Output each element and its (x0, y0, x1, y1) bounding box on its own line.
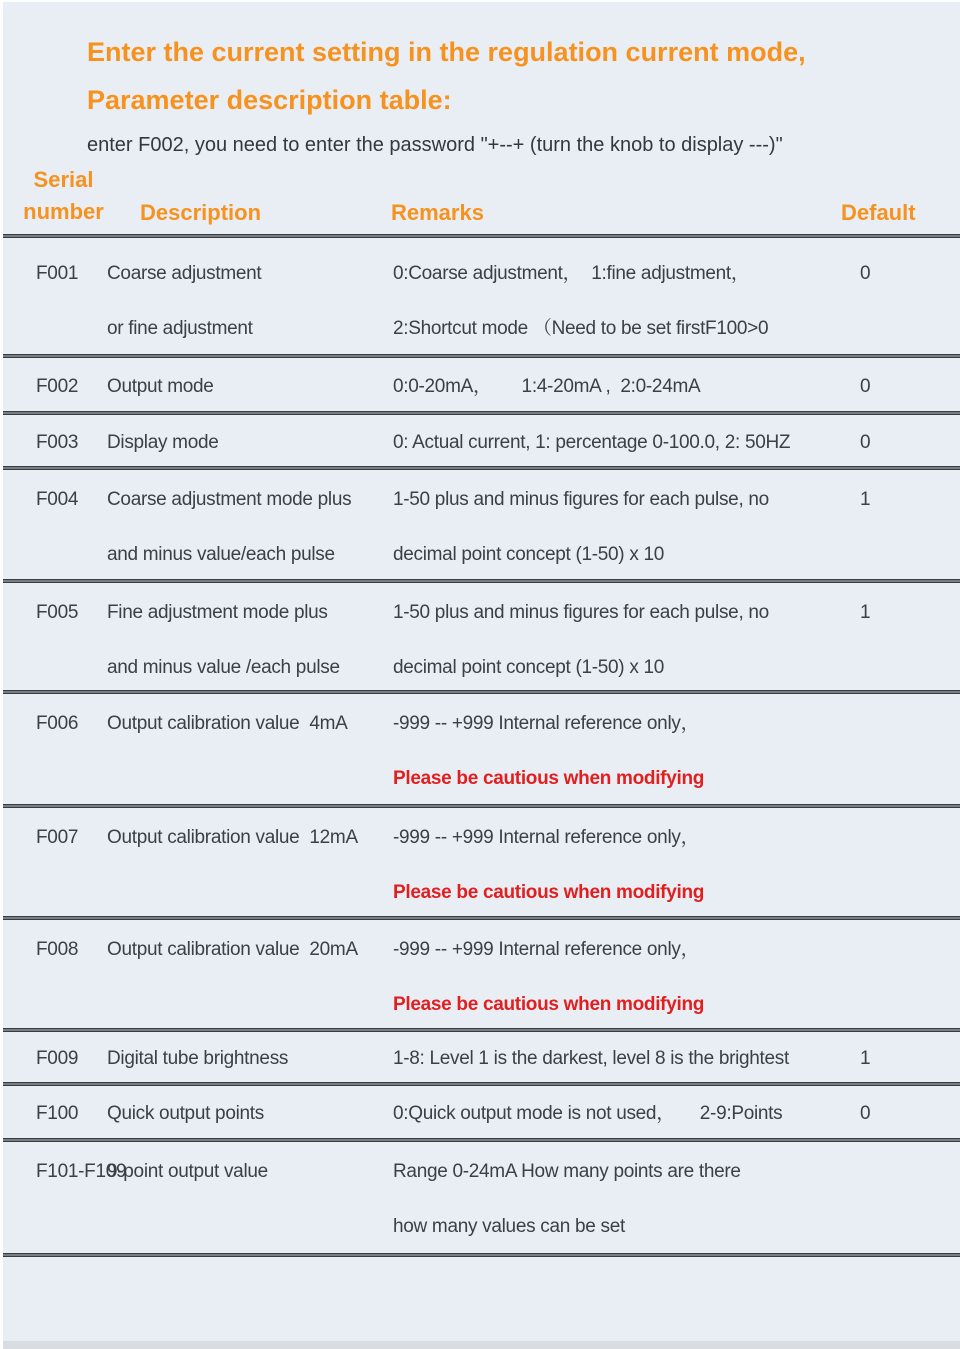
cell-default (838, 238, 960, 358)
cell-serial (3, 1034, 107, 1084)
serial-value: F101-F109 (36, 1161, 127, 1182)
default-value: 0 (860, 263, 871, 284)
description-line: and minus value/each pulse (107, 544, 335, 565)
serial-value: F009 (36, 1048, 79, 1069)
cell-default (838, 1089, 960, 1139)
cell-default (838, 362, 960, 412)
serial-value: F002 (36, 375, 79, 397)
remarks-line: 0: Actual current, 1: percentage 0-100.0, 2: 50HZ (393, 431, 791, 453)
cell-default (838, 583, 960, 694)
cell-description (107, 920, 393, 1032)
cell-serial (3, 583, 107, 694)
cell-remarks (393, 1142, 838, 1257)
cell-default (838, 1142, 960, 1257)
remarks-line: how many values can be set (393, 1216, 625, 1237)
remarks-line: Range 0-24mA How many points are there (393, 1161, 741, 1182)
column-header-serial-number (11, 164, 116, 228)
cell-default (838, 470, 960, 583)
table-row-f101-f109 (3, 1142, 960, 1257)
cell-remarks (393, 470, 838, 583)
cell-description (107, 808, 393, 920)
serial-value: F007 (36, 827, 79, 848)
remarks-line: decimal point concept (1-50) x 10 (393, 544, 665, 565)
default-value: 0 (860, 1103, 871, 1124)
table-row-f100 (3, 1086, 960, 1142)
serial-value: F004 (36, 489, 79, 510)
column-header-serial-line2: number (23, 199, 104, 224)
serial-value: F008 (36, 939, 79, 960)
cell-default (838, 808, 960, 920)
cell-remarks (393, 1089, 838, 1139)
column-header-default: Default (841, 200, 916, 225)
table-row-f004 (3, 470, 960, 583)
warning-text: Please be cautious when modifying (393, 882, 705, 903)
column-header-description: Description (140, 200, 262, 225)
cell-description (107, 470, 393, 583)
cell-remarks (393, 694, 838, 808)
cell-description (107, 1034, 393, 1084)
serial-value: F006 (36, 713, 79, 734)
cell-description (107, 238, 393, 358)
description-line: Coarse adjustment (107, 263, 262, 284)
cell-serial (3, 808, 107, 920)
remarks-line: -999 -- +999 Internal reference only， (393, 939, 700, 960)
page-title-line1: Enter the current setting in the regulation current mode, (87, 37, 806, 67)
remarks-line: -999 -- +999 Internal reference only， (393, 827, 700, 848)
description-line: and minus value /each pulse (107, 657, 340, 678)
serial-value: F001 (36, 263, 79, 284)
cell-serial (3, 694, 107, 808)
default-value: 1 (860, 489, 871, 510)
default-value: 1 (860, 602, 871, 623)
cell-remarks (393, 920, 838, 1032)
remarks-line: 2:Shortcut mode （Need to be set firstF100>0 (393, 318, 769, 339)
description-line: Digital tube brightness (107, 1048, 289, 1069)
page-title-line2: Parameter description table: (87, 85, 452, 115)
cell-remarks (393, 418, 838, 468)
description-line: Output calibration value 4mA (107, 713, 348, 734)
table-row-f005 (3, 583, 960, 694)
table-row-f009 (3, 1032, 960, 1086)
remarks-line: 0:0-20mA， 1:4-20mA , 2:0-24mA (393, 375, 701, 397)
description-line: Output mode (107, 375, 214, 397)
cell-serial (3, 362, 107, 412)
cell-remarks (393, 583, 838, 694)
default-value: 0 (860, 375, 871, 397)
description-line: 9-point output value (107, 1161, 268, 1182)
cell-description (107, 418, 393, 468)
remarks-line: 0:Quick output mode is not used， 2-9:Points (393, 1103, 783, 1124)
table-row-f006 (3, 694, 960, 808)
remarks-line: 1-50 plus and minus figures for each pulse, no (393, 602, 769, 623)
cell-serial (3, 1089, 107, 1139)
cell-remarks (393, 808, 838, 920)
warning-text: Please be cautious when modifying (393, 994, 705, 1015)
table-row-f001 (3, 238, 960, 358)
description-line: or fine adjustment (107, 318, 253, 339)
column-header-serial-line1: Serial (33, 167, 94, 192)
remarks-line: -999 -- +999 Internal reference only， (393, 713, 700, 734)
cell-remarks (393, 1034, 838, 1084)
page-title (87, 28, 960, 124)
table-header-row (3, 160, 960, 238)
cell-default (838, 1034, 960, 1084)
remarks-line: 1-8: Level 1 is the darkest, level 8 is the brightest (393, 1048, 789, 1069)
cell-description (107, 1142, 393, 1257)
description-line: Quick output points (107, 1103, 264, 1124)
remarks-line: 0:Coarse adjustment， 1:fine adjustment， (393, 263, 750, 284)
cell-description (107, 362, 393, 412)
table-row-f007 (3, 808, 960, 920)
serial-value: F005 (36, 602, 79, 623)
description-line: Fine adjustment mode plus (107, 602, 328, 623)
cell-serial (3, 1142, 127, 1257)
cell-remarks (393, 238, 838, 358)
default-value: 1 (860, 1048, 871, 1069)
cell-default (838, 920, 960, 1032)
page-header (3, 2, 960, 160)
remarks-line: decimal point concept (1-50) x 10 (393, 657, 665, 678)
cell-remarks (393, 362, 838, 412)
table-row-f003 (3, 415, 960, 470)
description-line: Coarse adjustment mode plus (107, 489, 352, 510)
cell-serial (3, 418, 107, 468)
column-header-remarks: Remarks (391, 200, 484, 225)
bottom-edge-strip (3, 1341, 960, 1349)
description-line: Display mode (107, 431, 219, 453)
remarks-line: 1-50 plus and minus figures for each pulse, no (393, 489, 769, 510)
cell-serial (3, 470, 107, 583)
description-line: Output calibration value 12mA (107, 827, 358, 848)
warning-text: Please be cautious when modifying (393, 768, 705, 789)
cell-serial (3, 238, 107, 358)
page-subtitle: enter F002, you need to enter the password "+--+ (turn the knob to display ---)" (87, 134, 783, 156)
cell-description (107, 583, 393, 694)
table-row-f002 (3, 358, 960, 415)
serial-value: F003 (36, 431, 79, 453)
cell-serial (3, 920, 107, 1032)
table-row-f008 (3, 920, 960, 1032)
cell-default (838, 694, 960, 808)
cell-description (107, 694, 393, 808)
description-line: Output calibration value 20mA (107, 939, 358, 960)
default-value: 0 (860, 431, 871, 453)
cell-default (838, 418, 960, 468)
serial-value: F100 (36, 1103, 79, 1124)
cell-description (107, 1089, 393, 1139)
